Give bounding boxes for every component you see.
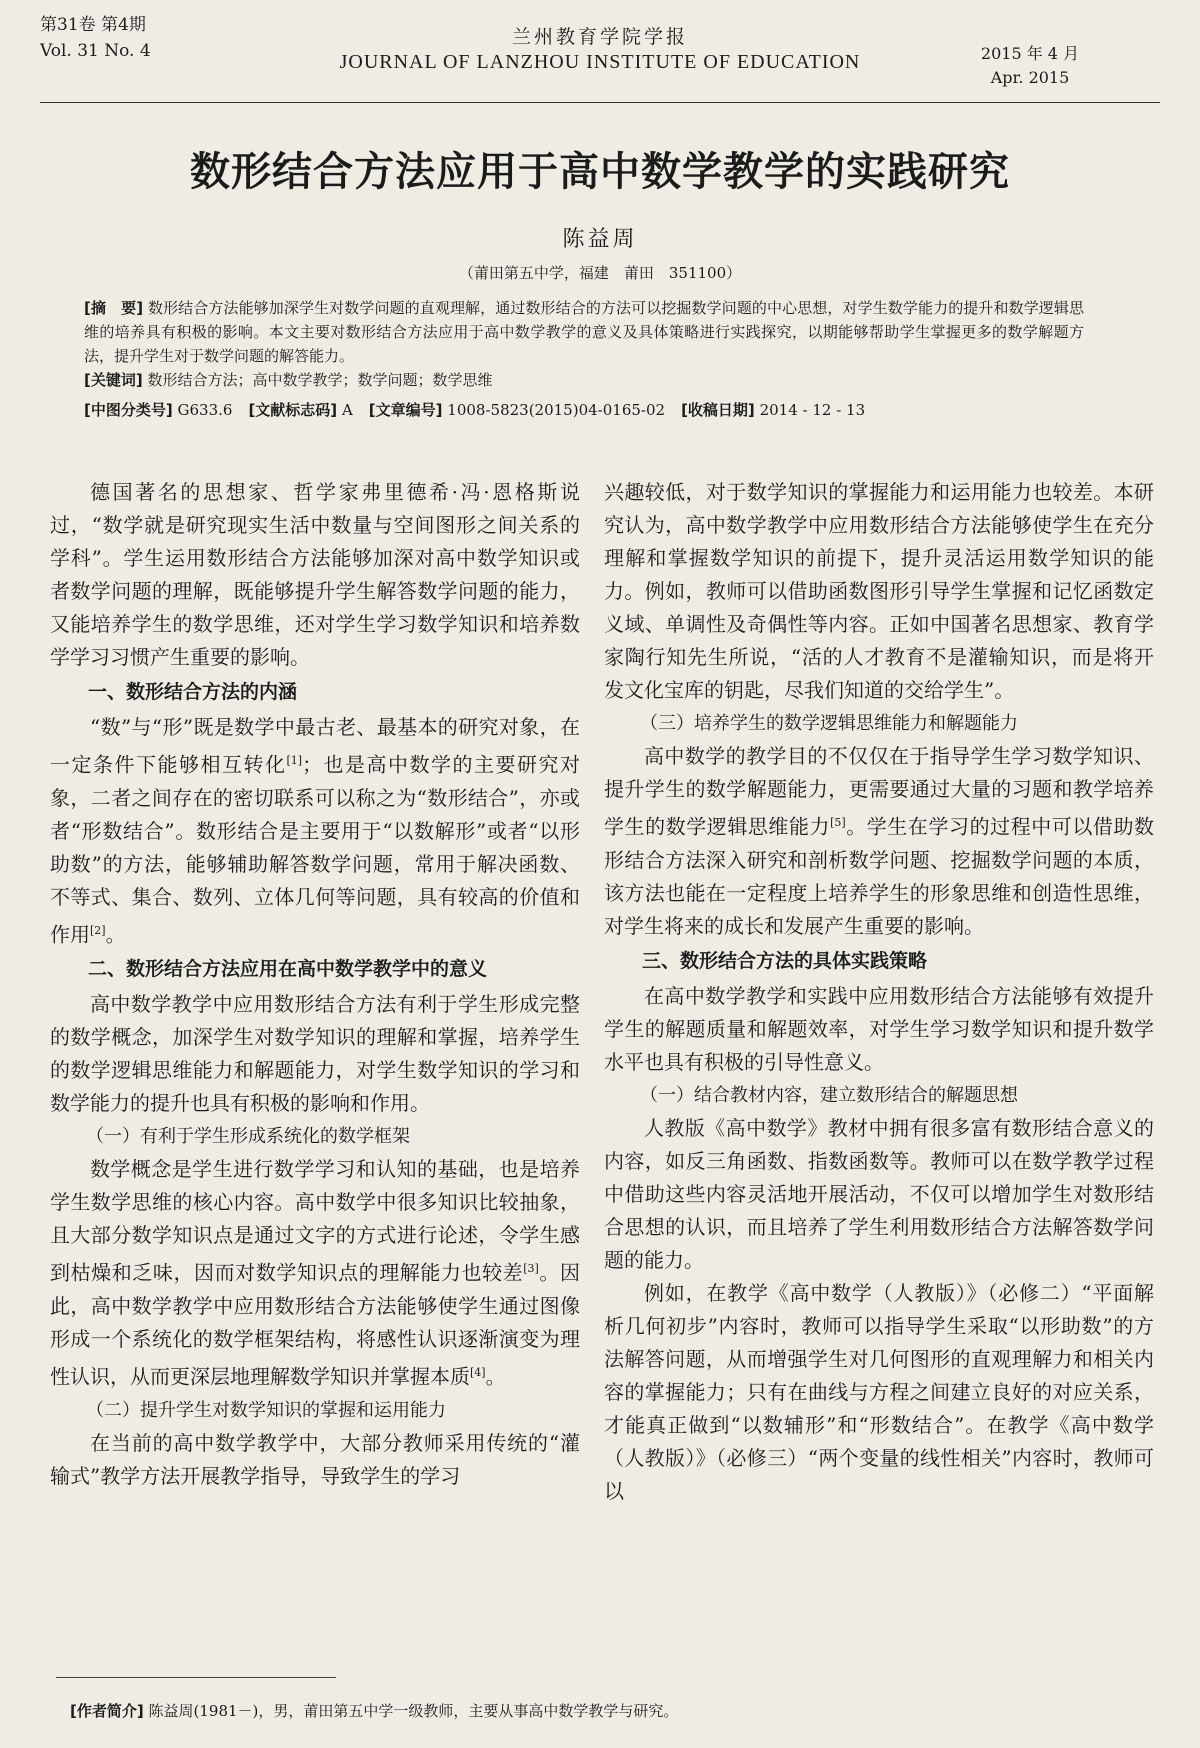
paragraph bbox=[604, 740, 1154, 943]
keywords-text: 数形结合方法；高中数学教学；数学问题；数学思维 bbox=[147, 371, 493, 389]
citation: [2] bbox=[90, 923, 106, 937]
text-run: 。学生在学习的过程中可以借助数形结合方法深入研究和剖析数学问题、挖掘数学问题的本质，该方法也能在一定程度上培养学生的形象思维和创造性思维，对学生将来的成长和发展产生重要的影响。 bbox=[604, 814, 1155, 938]
text-run: 。 bbox=[485, 1364, 506, 1389]
abstract-label: [摘 要] bbox=[84, 299, 144, 317]
text-run: 。因此，高中数学教学中应用数形结合方法能够使学生通过图像形成一个系统化的数学框架结构，将感性认识逐渐演变为理性认识，从而更深层地理解数学知识并掌握本质 bbox=[50, 1260, 581, 1389]
article-number bbox=[369, 398, 665, 422]
doc-code bbox=[248, 398, 352, 422]
date-cn: 2015 年 4 月 bbox=[980, 44, 1080, 63]
citation: [5] bbox=[830, 816, 846, 829]
received-date bbox=[681, 398, 865, 422]
article-title: 数形结合方法应用于高中数学教学的实践研究 bbox=[190, 149, 1010, 195]
citation: [3] bbox=[523, 1262, 539, 1276]
keywords-label: [关键词] bbox=[84, 371, 143, 389]
citation: [1] bbox=[286, 754, 303, 767]
author-affiliation: （莆田第五中学，福建 莆田 351100） bbox=[458, 264, 742, 282]
section-heading: 三、数形结合方法的具体实践策略 bbox=[642, 949, 928, 972]
article-number-value: 1008-5823(2015)04-0165-02 bbox=[447, 401, 666, 419]
clc-value: G633.6 bbox=[177, 401, 233, 419]
volume-cn: 第31卷 第4期 bbox=[40, 15, 146, 35]
author-footnote bbox=[70, 1700, 678, 1721]
keywords bbox=[84, 368, 1084, 392]
footnote-text: 陈益周(1981－)，男，莆田第五中学一级教师，主要从事高中数学教学与研究。 bbox=[148, 1702, 679, 1720]
subsection-heading: （三）培养学生的数学逻辑思维能力和解题能力 bbox=[640, 713, 1018, 734]
paragraph: 人教版《高中数学》教材中拥有很多富有数形结合意义的内容，如反三角函数、指数函数等。教师可以在数学教学过程中借助这些内容灵活地开展活动，不仅可以增加学生对数形结合思想的认识，而且培养了学生利用数形结合方法解答数学问题的能力。 bbox=[604, 1115, 1154, 1272]
subsection-heading: （二）提升学生对数学知识的掌握和运用能力 bbox=[86, 1399, 446, 1421]
text-run: 数学概念是学生进行数学学习和认知的基础，也是培养学生数学思维的核心内容。高中数学中很多知识比较抽象，且大部分数学知识点是通过文字的方式进行论述，令学生感到枯燥和乏味，因而对数学知识点的理解能力也较差 bbox=[50, 1157, 580, 1285]
doc-value: A bbox=[341, 401, 353, 419]
paragraph: 例如，在教学《高中数学（人教版）》（必修二）“平面解析几何初步”内容时，教师可以指导学生采取“以形助数”的方法解答问题，从而增强学生对几何图形的直观理解力和相关内容的掌握能力；只有在曲线与方程之间建立良好的对应关系，才能真正做到“以数辅形”和“形数结合”。在教学《高中数学（人教版）》（必修三）“两个变量的线性相关”内容时，教师可以 bbox=[604, 1280, 1154, 1503]
abstract-block bbox=[84, 296, 1084, 422]
footnote-rule bbox=[56, 1677, 336, 1678]
abstract-text: 数形结合方法能够加深学生对数学问题的直观理解，通过数形结合的方法可以挖掘数学问题的中心思想，对学生数学能力的提升和数学逻辑思维的培养具有积极的影响。本文主要对数形结合方法应用于高中数学教学的意义及具体策略进行实践探究，以期能够帮助学生掌握更多的数学解题方法，提升学生对于数学问题的解答能力。 bbox=[84, 299, 1084, 365]
article-author: 陈益周 bbox=[562, 227, 638, 252]
date-en: Apr. 2015 bbox=[990, 68, 1070, 87]
volume-en: Vol. 31 No. 4 bbox=[40, 41, 151, 61]
paragraph: 在当前的高中数学教学中，大部分教师采用传统的“灌输式”教学方法开展教学指导，导致学生的学习 bbox=[50, 1430, 580, 1488]
text-run: 。 bbox=[105, 922, 126, 947]
clc-label: [中图分类号] bbox=[84, 401, 173, 419]
subsection-heading: （一）结合教材内容，建立数形结合的解题思想 bbox=[640, 1084, 1018, 1106]
issue-info bbox=[40, 12, 151, 64]
paragraph: 高中数学教学中应用数形结合方法有利于学生形成完整的数学概念，加深学生对数学知识的理解和掌握，培养学生的数学逻辑思维能力和解题能力，对学生数学知识的学习和数学能力的提升也具有积极的影响和作用。 bbox=[50, 992, 580, 1116]
journal-name-cn: 兰州教育学院学报 bbox=[511, 26, 688, 48]
journal-name bbox=[280, 22, 920, 74]
paragraph bbox=[50, 711, 580, 951]
subsection-heading: （一）有利于学生形成系统化的数学框架 bbox=[86, 1126, 410, 1148]
received-value: 2014 - 12 - 13 bbox=[759, 401, 866, 419]
paragraph bbox=[50, 1153, 580, 1393]
article-number-label: [文章编号] bbox=[368, 401, 443, 419]
article-meta bbox=[84, 398, 1084, 422]
journal-name-en: JOURNAL OF LANZHOU INSTITUTE OF EDUCATION bbox=[339, 51, 861, 73]
received-label: [收稿日期] bbox=[681, 401, 755, 419]
section-heading: 一、数形结合方法的内涵 bbox=[88, 681, 298, 703]
abstract bbox=[84, 296, 1084, 368]
footnote-label: [作者简介] bbox=[70, 1702, 144, 1720]
text-run: “数”与“形”既是数学中最古老、最基本的研究对象，在一定条件下能够相互转化 bbox=[50, 715, 580, 777]
right-column bbox=[604, 476, 1154, 1508]
paragraph: 在高中数学教学和实践中应用数形结合方法能够有效提升学生的解题质量和解题效率，对学生学习数学知识和提升数学水平也具有积极的引导性意义。 bbox=[604, 983, 1154, 1074]
citation: [4] bbox=[470, 1365, 486, 1379]
left-column bbox=[50, 476, 580, 1493]
issue-date bbox=[930, 42, 1130, 90]
text-run: ；也是高中数学的主要研究对象，二者之间存在的密切联系可以称之为“数形结合”，亦或者“形数结合”。数形结合是主要用于“以数解形”或者“以形助数”的方法，能够辅助解答数学问题，常用于解决函数、不等式、集合、数列、立体几何等问题，具有较高的价值和作用 bbox=[50, 752, 581, 947]
section-heading: 二、数形结合方法应用在高中数学教学中的意义 bbox=[88, 958, 488, 981]
header-rule bbox=[40, 102, 1160, 103]
doc-label: [文献标志码] bbox=[248, 401, 338, 419]
paragraph: 德国著名的思想家、哲学家弗里德希·冯·恩格斯说过，“数学就是研究现实生活中数量与空间图形之间关系的学科”。学生运用数形结合方法能够加深对高中数学知识或者数学问题的理解，既能够提升学生解答数学问题的能力，又能培养学生的数学思维，还对学生学习数学知识和培养数学学习习惯产生重要的影响。 bbox=[50, 480, 580, 669]
paragraph: 兴趣较低，对于数学知识的掌握能力和运用能力也较差。本研究认为，高中数学教学中应用数形结合方法能够使学生在充分理解和掌握数学知识的前提下，提升灵活运用数学知识的能力。例如，教师可以借助函数图形引导学生掌握和记忆函数定义域、单调性及奇偶性等内容。正如中国著名思想家、教育学家陶行知先生所说，“活的人才教育不是灌输知识，而是将开发文化宝库的钥匙，尽我们知道的交给学生”。 bbox=[604, 480, 1154, 702]
clc-code bbox=[84, 398, 232, 422]
text-run: 高中数学的教学目的不仅仅在于指导学生学习数学知识、提升学生的数学解题能力，更需要通过大量的习题和教学培养学生的数学逻辑思维能力 bbox=[604, 744, 1154, 839]
